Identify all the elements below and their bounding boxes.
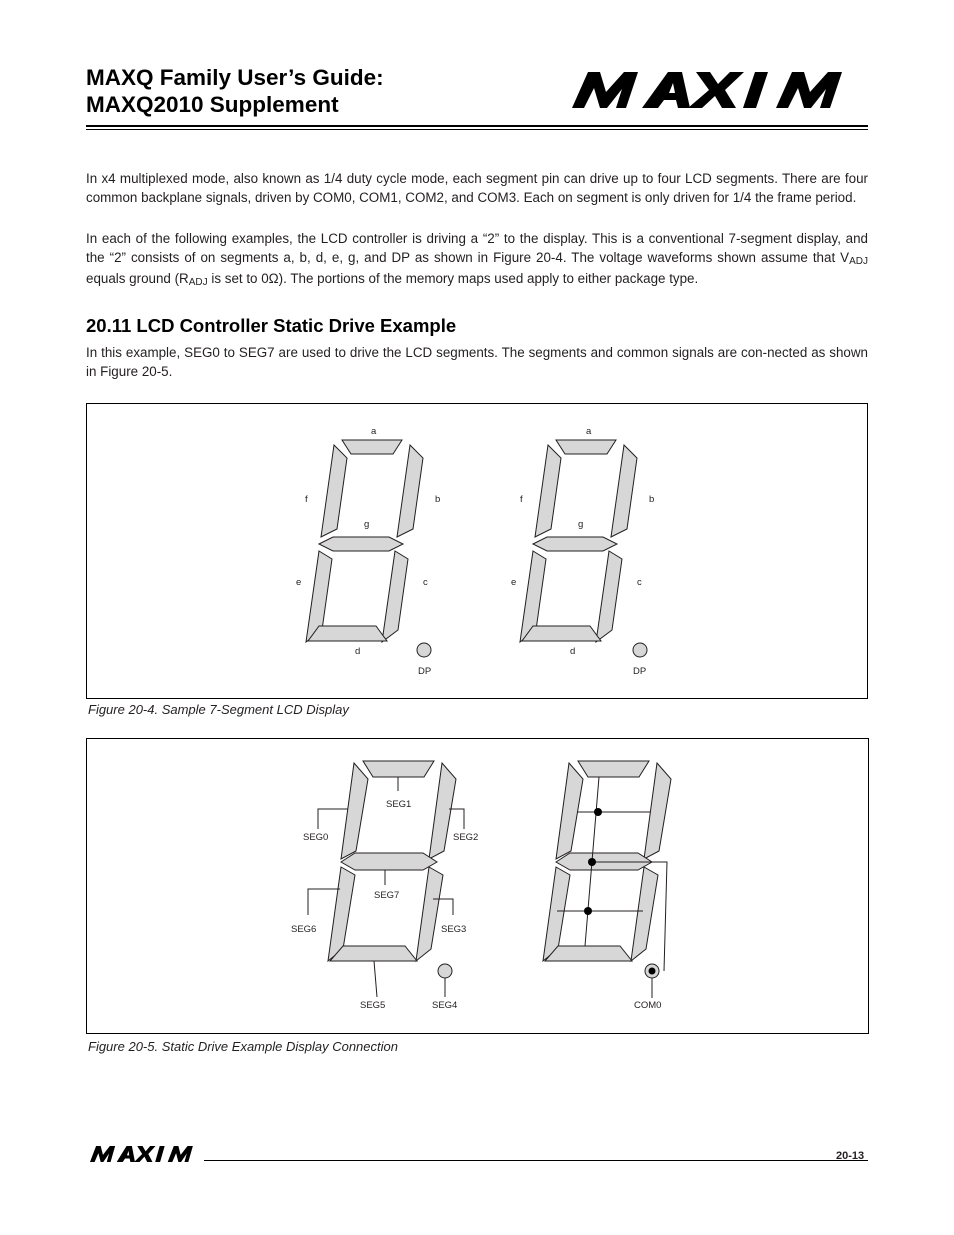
label-b: b [649, 494, 655, 505]
label-g: g [578, 519, 584, 530]
label-seg4: SEG4 [432, 1000, 458, 1011]
seven-segment-diagram [87, 404, 867, 698]
title-line-2: MAXQ2010 Supplement [86, 92, 339, 117]
segment-b [397, 445, 423, 537]
segment-b [611, 445, 637, 537]
label-d: d [355, 646, 361, 657]
static-drive-diagram [87, 739, 868, 1033]
maxim-logo [572, 72, 866, 108]
segment-d [308, 626, 387, 641]
digit-right [511, 426, 654, 677]
label-seg0: SEG0 [303, 832, 329, 843]
label-seg6: SEG6 [291, 924, 317, 935]
segment-g [319, 537, 403, 551]
segment-d [522, 626, 601, 641]
segment-f [535, 445, 561, 537]
label-dp: DP [633, 666, 647, 677]
label-seg2: SEG2 [453, 832, 479, 843]
label-com0: COM0 [634, 1000, 662, 1011]
figure-20-4-box [86, 403, 868, 699]
header-rule [86, 125, 868, 130]
page-number: 20-13 [836, 1150, 865, 1162]
label-g: g [364, 519, 370, 530]
label-seg5: SEG5 [360, 1000, 386, 1011]
section-heading: 20.11 LCD Controller Static Drive Example [86, 315, 457, 336]
label-seg1: SEG1 [386, 799, 412, 810]
label-f: f [520, 494, 523, 505]
digit-common-wiring [543, 761, 671, 1011]
footer-rule [204, 1160, 868, 1161]
label-d: d [570, 646, 576, 657]
label-dp: DP [418, 666, 432, 677]
digit-left [296, 426, 440, 677]
paragraph-2: In each of the following examples, the LCD controller is driving a “2” to the display. This is a conventional 7-segment display, and the “2” consists of on segments a, b, d, e, g, and DP as shown in Figure 20-4. The voltage waveforms shown assume that $V_{ADJ}$ equals ground ($R_{ADJ}$ is set to 0Ω). The portions of the memory maps used apply to either package type. [86, 231, 868, 288]
segment-c [596, 551, 622, 642]
title-line-1: MAXQ Family User’s Guide: [86, 65, 384, 90]
paragraph-3: In this example, SEG0 to SEG7 are used to drive the LCD segments. The segments and common signals are con-nected as shown in Figure 20-5. [86, 345, 868, 379]
label-c: c [637, 577, 642, 588]
label-c: c [423, 577, 428, 588]
segment-a [342, 440, 402, 454]
segment-dp [633, 643, 647, 657]
segment-c [382, 551, 408, 642]
label-seg3: SEG3 [441, 924, 467, 935]
label-seg7: SEG7 [374, 890, 400, 901]
label-e: e [511, 577, 517, 588]
label-a: a [371, 426, 377, 437]
segment-f [321, 445, 347, 537]
segment-dp [417, 643, 431, 657]
label-f: f [305, 494, 308, 505]
label-e: e [296, 577, 302, 588]
segment-g [533, 537, 617, 551]
figure-20-4-caption: Figure 20-4. Sample 7-Segment LCD Display [88, 702, 349, 717]
label-a: a [586, 426, 592, 437]
segment-a [556, 440, 616, 454]
label-b: b [435, 494, 441, 505]
paragraph-1: In x4 multiplexed mode, also known as 1/4 duty cycle mode, each segment pin can drive up to four LCD segments. There are four common backplane signals, driven by COM0, COM1, COM2, and COM3. Each on segment is only driven for 1/4 the frame period. [86, 171, 868, 205]
document-title [86, 64, 384, 118]
figure-20-5-box [86, 738, 869, 1034]
maxim-logo-footer [90, 1146, 202, 1162]
figure-20-5-caption: Figure 20-5. Static Drive Example Display Connection [88, 1039, 398, 1054]
digit-segment-wiring [291, 761, 478, 1011]
